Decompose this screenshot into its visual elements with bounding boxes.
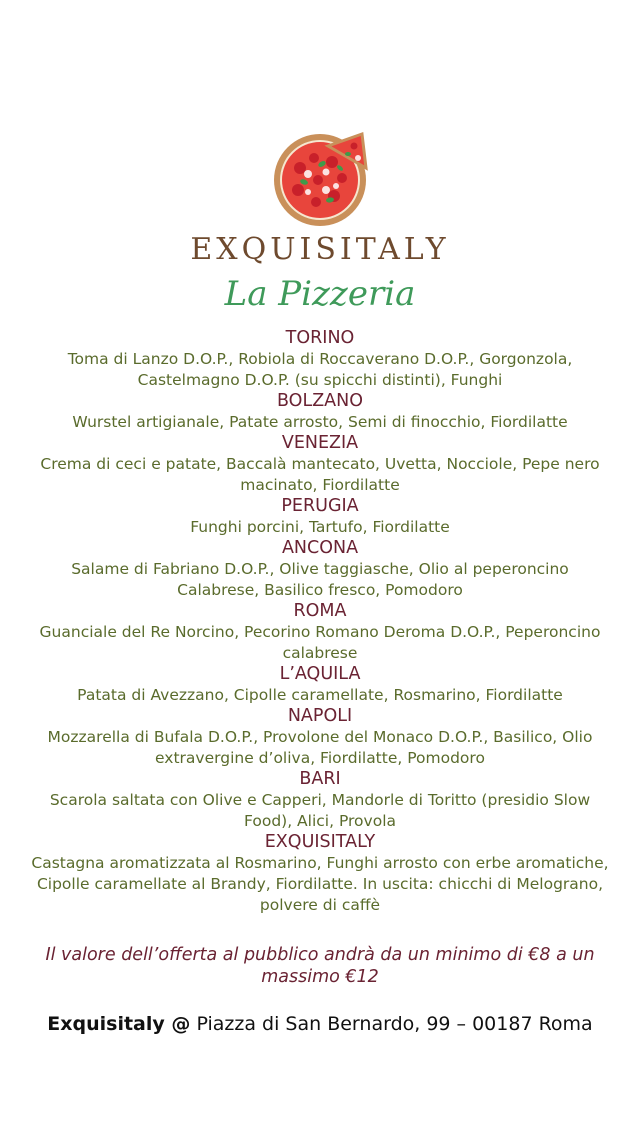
menu-item (30, 832, 610, 916)
item-description: Patata di Avezzano, Cipolle caramellate, Rosmarino, Fiordilatte (77, 686, 563, 704)
menu-list (30, 328, 610, 916)
item-name: TORINO (285, 328, 355, 348)
logo (0, 128, 640, 324)
brand-name: EXQUISITALY (190, 232, 450, 267)
address-brand: Exquisitaly @ (47, 1013, 191, 1035)
item-description: Funghi porcini, Tartufo, Fiordilatte (190, 518, 450, 536)
menu-item (30, 496, 610, 538)
menu-item (30, 433, 610, 496)
menu-item (30, 538, 610, 601)
item-name: L’AQUILA (279, 664, 361, 684)
menu-item (30, 706, 610, 769)
menu-item (30, 391, 610, 433)
item-description: Salame di Fabriano D.O.P., Olive taggiasche, Olio al peperoncino Calabrese, Basilico fresco, Pomodoro (71, 560, 569, 599)
item-description: Scarola saltata con Olive e Capperi, Mandorle di Toritto (presidio Slow Food), Alici, Provola (49, 791, 591, 830)
item-name: EXQUISITALY (264, 832, 376, 852)
menu-item (30, 664, 610, 706)
address (30, 1013, 610, 1036)
pizza-icon (270, 128, 372, 228)
offer-note: Il valore dell’offerta al pubblico andrà da un minimo di €8 a un massimo €12 (45, 945, 595, 987)
brand-subtitle: La Pizzeria (224, 274, 416, 314)
item-description: Toma di Lanzo D.O.P., Robiola di Roccaverano D.O.P., Gorgonzola, Castelmagno D.O.P. (su spicchi distinti), Funghi (67, 350, 573, 389)
item-description: Mozzarella di Bufala D.O.P., Provolone del Monaco D.O.P., Basilico, Olio extravergine d’oliva, Fiordilatte, Pomodoro (47, 728, 593, 767)
item-description: Guanciale del Re Norcino, Pecorino Romano Deroma D.O.P., Peperoncino calabrese (39, 623, 601, 662)
address-text: Piazza di San Bernardo, 99 – 00187 Roma (190, 1013, 593, 1035)
item-description: Crema di ceci e patate, Baccalà mantecato, Uvetta, Nocciole, Pepe nero macinato, Fiordilatte (40, 455, 600, 494)
menu-item (30, 328, 610, 391)
item-name: ANCONA (281, 538, 359, 558)
menu-item (30, 769, 610, 832)
item-name: PERUGIA (281, 496, 359, 516)
item-name: VENEZIA (281, 433, 359, 453)
item-description: Wurstel artigianale, Patate arrosto, Semi di finocchio, Fiordilatte (72, 413, 568, 431)
item-description: Castagna aromatizzata al Rosmarino, Funghi arrosto con erbe aromatiche, Cipolle caramellate al Brandy, Fiordilatte. In uscita: chicchi di Melograno, polvere di caffè (31, 854, 609, 914)
item-name: BARI (299, 769, 341, 789)
item-name: NAPOLI (287, 706, 353, 726)
item-name: ROMA (293, 601, 347, 621)
item-name: BOLZANO (276, 391, 364, 411)
menu-item (30, 601, 610, 664)
